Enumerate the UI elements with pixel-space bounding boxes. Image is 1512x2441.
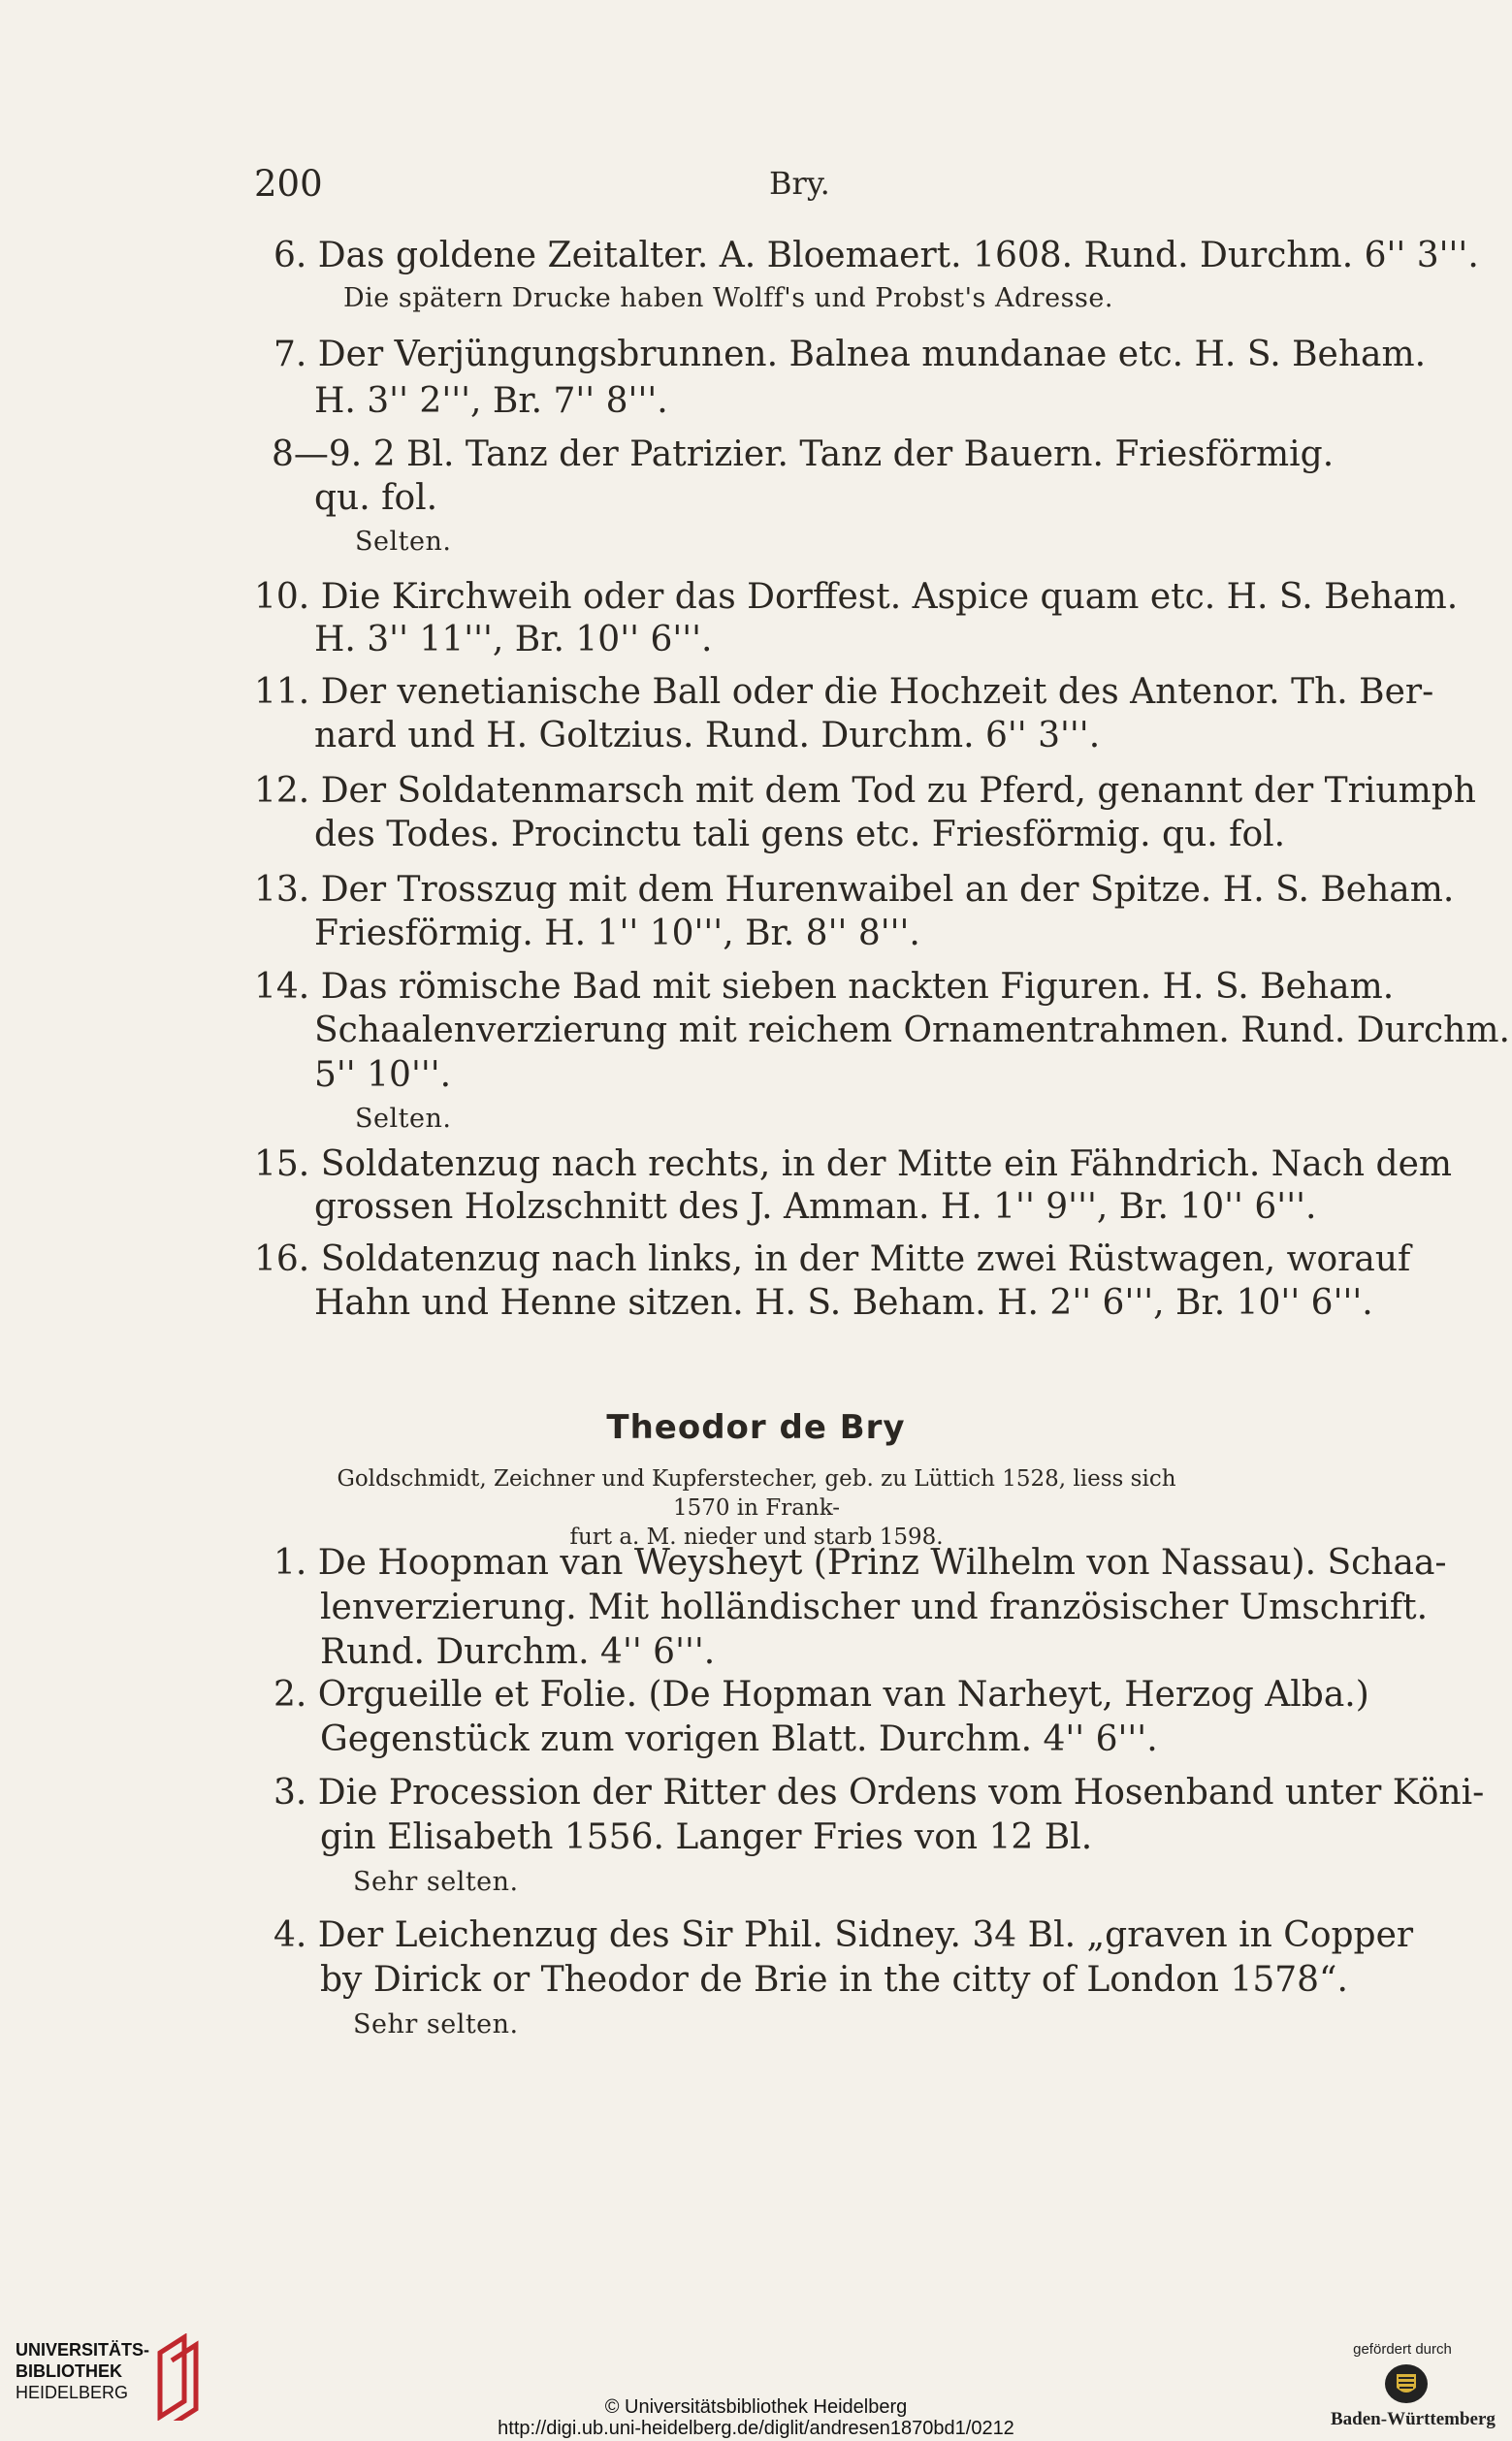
sponsor-label: gefördert durch xyxy=(1353,2341,1452,2358)
entry-line: Rund. Durchm. 4'' 6'''. xyxy=(320,1632,716,1672)
entry-line: 1. De Hoopman van Weysheyt (Prinz Wilhelm von Nassau). Schaa- xyxy=(273,1543,1447,1583)
library-logo-text xyxy=(16,2339,149,2403)
entry-line: qu. fol. xyxy=(314,478,438,518)
entry-note: Sehr selten. xyxy=(353,2009,519,2040)
entry-note: Selten. xyxy=(355,527,452,557)
entry-line: 6. Das goldene Zeitalter. A. Bloemaert. 1608. Rund. Durchm. 6'' 3'''. xyxy=(273,236,1479,275)
entry-line: H. 3'' 2''', Br. 7'' 8'''. xyxy=(314,381,668,421)
entry-line: 8—9. 2 Bl. Tanz der Patrizier. Tanz der Bauern. Friesförmig. xyxy=(272,434,1335,474)
entry-line: Schaalenverzierung mit reichem Ornamentrahmen. Rund. Durchm. xyxy=(314,1011,1510,1050)
page-number: 200 xyxy=(254,163,323,205)
entry-line: 4. Der Leichenzug des Sir Phil. Sidney. 34 Bl. „graven in Copper xyxy=(273,1915,1414,1955)
entry-line: nard und H. Goltzius. Rund. Durchm. 6'' 3'''. xyxy=(314,716,1101,755)
entry-line: 5'' 10'''. xyxy=(314,1055,452,1095)
entry-line: 11. Der venetianische Ball oder die Hochzeit des Antenor. Th. Ber- xyxy=(254,672,1434,712)
library-line: BIBLIOTHEK xyxy=(16,2361,122,2381)
entry-line: 3. Die Procession der Ritter des Ordens vom Hosenband unter Köni- xyxy=(273,1773,1485,1813)
entry-note: Sehr selten. xyxy=(353,1867,519,1897)
entry-line: by Dirick or Theodor de Brie in the citty of London 1578“. xyxy=(320,1960,1348,2000)
entry-line: H. 3'' 11''', Br. 10'' 6'''. xyxy=(314,620,713,659)
entry-line: 14. Das römische Bad mit sieben nackten Figuren. H. S. Beham. xyxy=(254,967,1395,1007)
bio-line: furt a. M. nieder und starb 1598. xyxy=(569,1525,944,1550)
entry-line: 10. Die Kirchweih oder das Dorffest. Aspice quam etc. H. S. Beham. xyxy=(254,577,1459,617)
entry-line: lenverzierung. Mit holländischer und französischer Umschrift. xyxy=(320,1588,1429,1627)
section-bio xyxy=(320,1464,1193,1552)
bio-line: Goldschmidt, Zeichner und Kupferstecher, geb. zu Lüttich 1528, liess sich 1570 in Frank- xyxy=(337,1466,1176,1521)
entry-line: Hahn und Henne sitzen. H. S. Beham. H. 2'' 6''', Br. 10'' 6'''. xyxy=(314,1283,1373,1323)
entry-line: 15. Soldatenzug nach rechts, in der Mitte ein Fähndrich. Nach dem xyxy=(254,1144,1453,1184)
entry-line: 12. Der Soldatenmarsch mit dem Tod zu Pferd, genannt der Triumph xyxy=(254,771,1476,811)
sponsor-name: Baden-Württemberg xyxy=(1331,2409,1496,2429)
entry-line: 2. Orgueille et Folie. (De Hopman van Narheyt, Herzog Alba.) xyxy=(273,1675,1369,1715)
copyright-text: © Universitätsbibliothek Heidelberg xyxy=(604,2396,908,2418)
entry-line: Gegenstück zum vorigen Blatt. Durchm. 4'' 6'''. xyxy=(320,1719,1158,1759)
entry-line: 7. Der Verjüngungsbrunnen. Balnea mundanae etc. H. S. Beham. xyxy=(273,335,1427,374)
entry-line: grossen Holzschnitt des J. Amman. H. 1'' 9''', Br. 10'' 6'''. xyxy=(314,1187,1317,1227)
library-line: UNIVERSITÄTS- xyxy=(16,2340,150,2360)
section-title: Theodor de Bry xyxy=(606,1408,906,1447)
entry-line: 16. Soldatenzug nach links, in der Mitte zwei Rüstwagen, worauf xyxy=(254,1239,1411,1279)
coat-of-arms-icon xyxy=(1383,2362,1430,2405)
entry-line: 13. Der Trosszug mit dem Hurenwaibel an der Spitze. H. S. Beham. xyxy=(254,870,1455,910)
entry-line: des Todes. Procinctu tali gens etc. Friesförmig. qu. fol. xyxy=(314,815,1286,854)
copyright-block xyxy=(0,2396,1512,2439)
entry-line: gin Elisabeth 1556. Langer Fries von 12 Bl. xyxy=(320,1817,1093,1857)
entry-note: Die spätern Drucke haben Wolff's und Probst's Adresse. xyxy=(343,283,1113,313)
library-line: HEIDELBERG xyxy=(16,2383,129,2402)
entry-line: Friesförmig. H. 1'' 10''', Br. 8'' 8'''. xyxy=(314,914,920,953)
permalink[interactable]: http://digi.ub.uni-heidelberg.de/diglit/andresen1870bd1/0212 xyxy=(498,2418,1014,2439)
entry-note: Selten. xyxy=(355,1104,452,1134)
running-title: Bry. xyxy=(769,165,830,202)
